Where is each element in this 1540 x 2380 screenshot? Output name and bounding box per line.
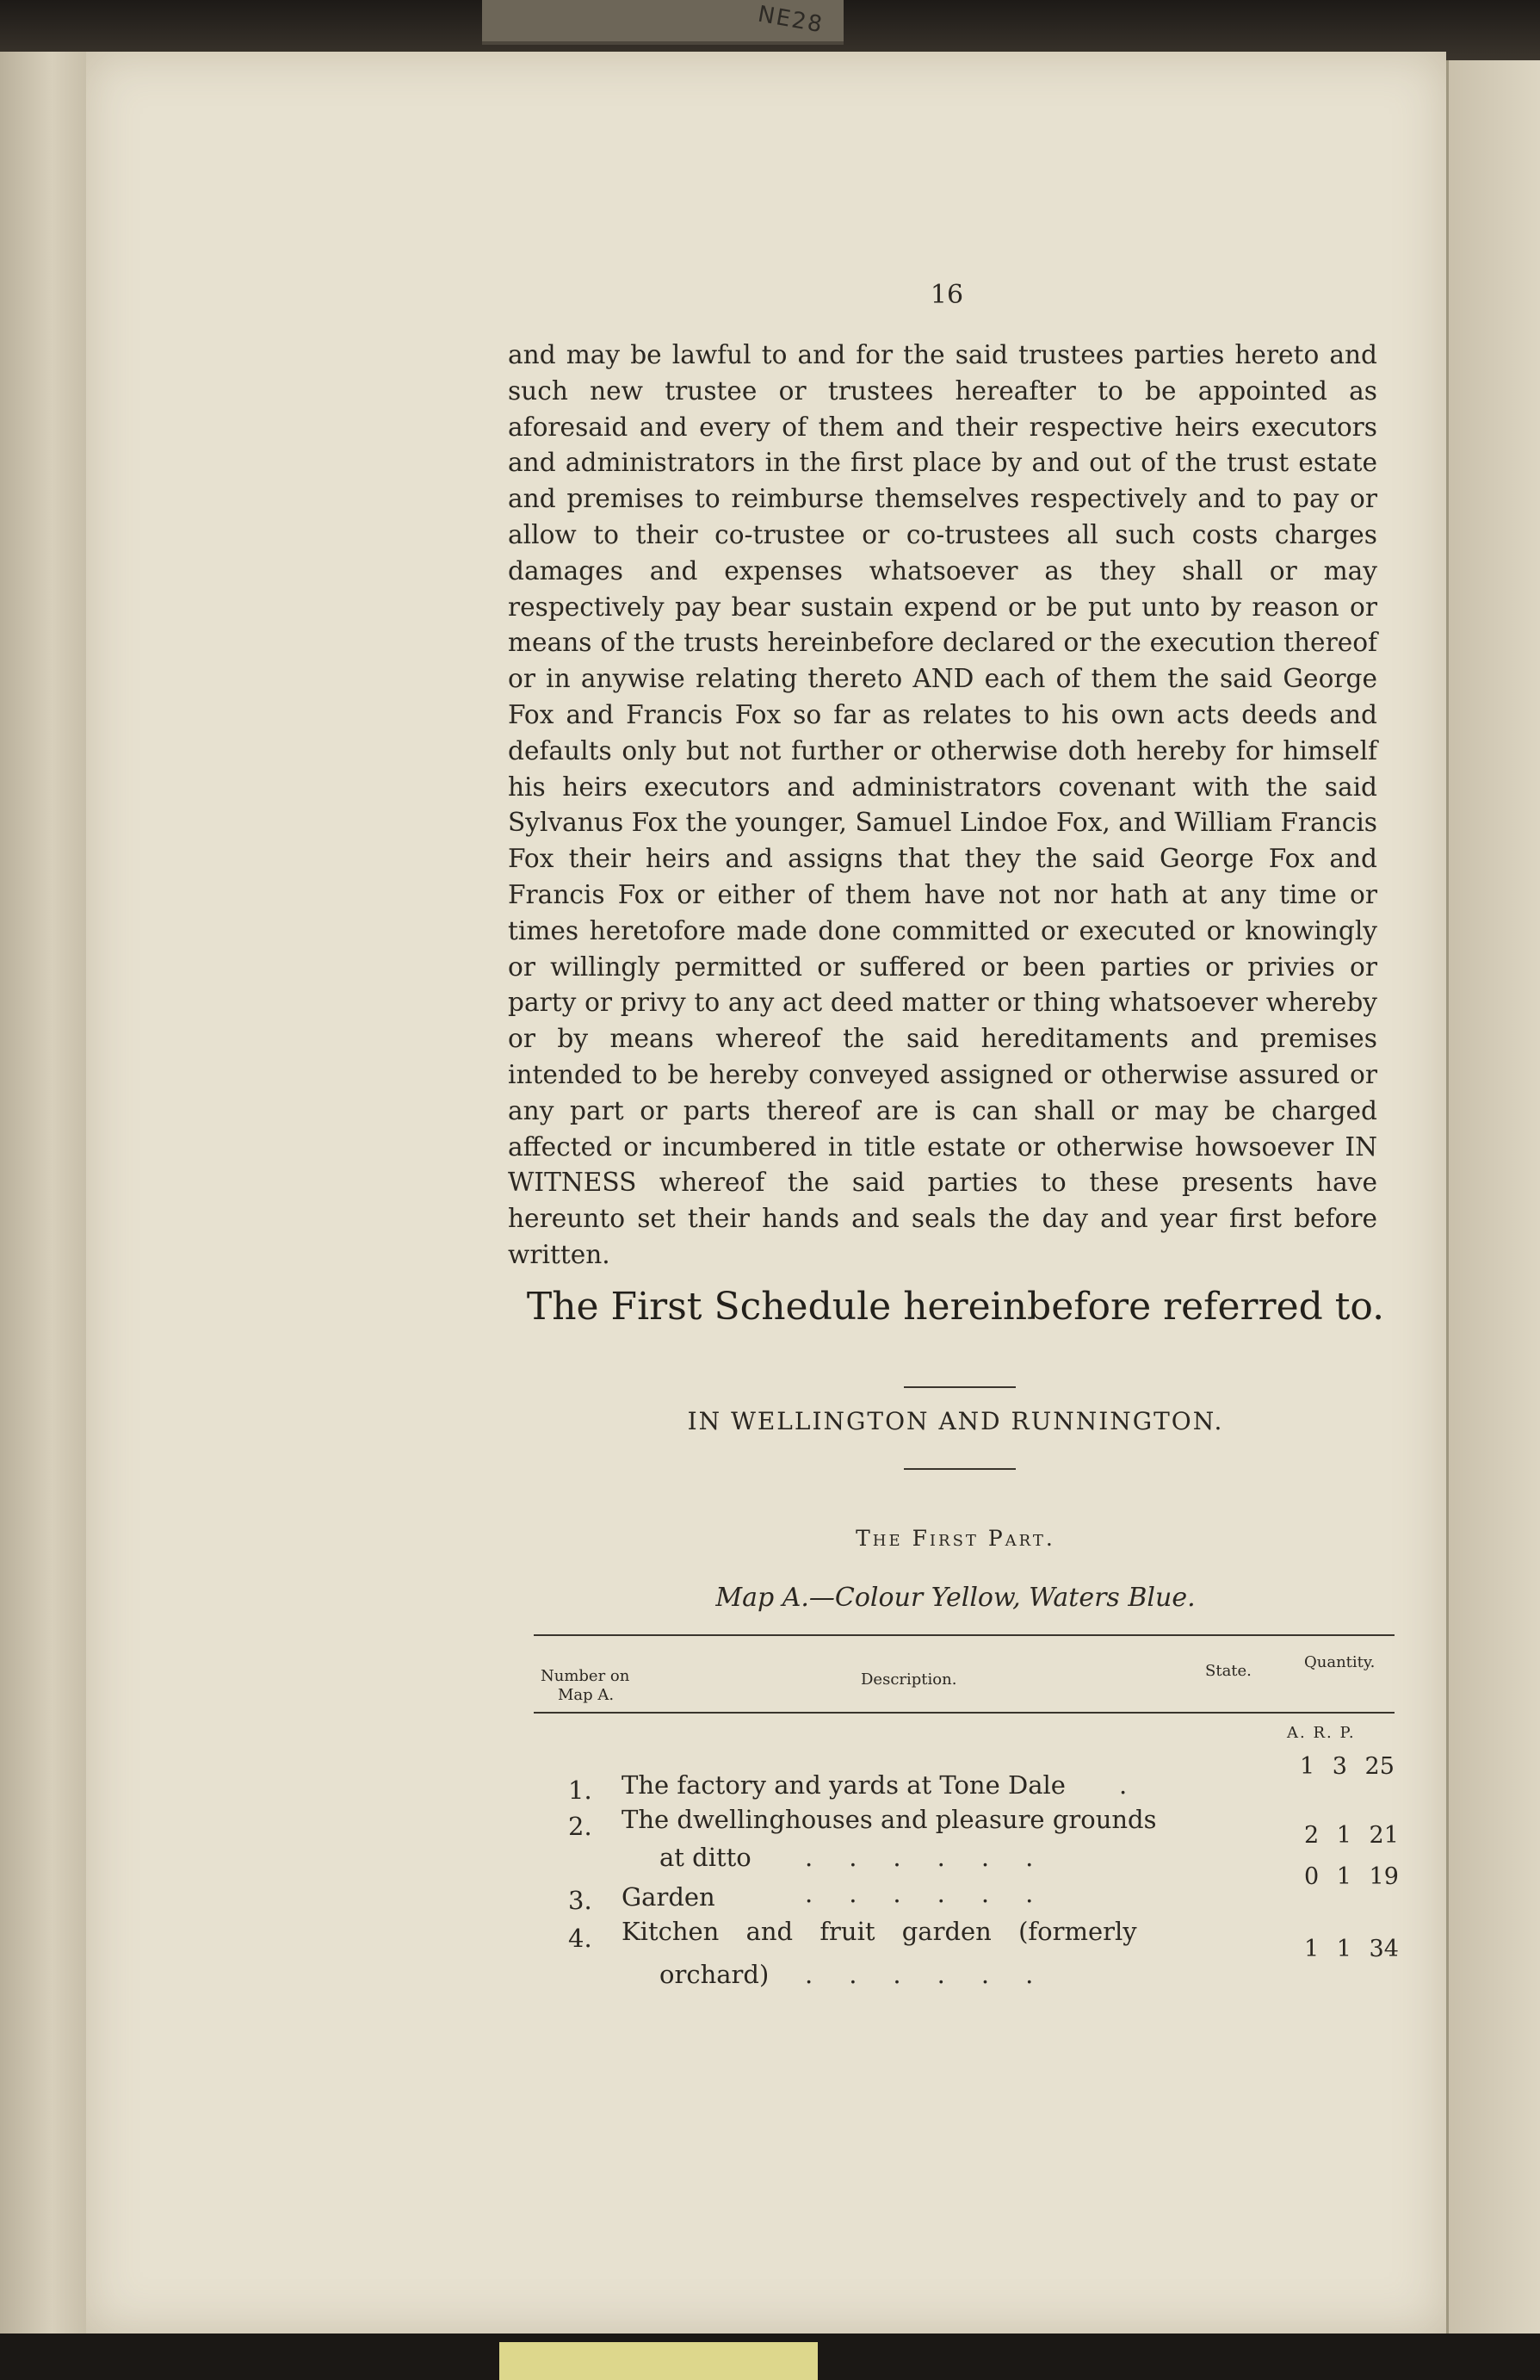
row-description: Kitchen and fruit garden (formerly <box>622 1917 1137 1946</box>
deed-body-text <box>508 338 1377 1274</box>
archive-stamp: NE28 <box>755 1 826 39</box>
row-continuation: orchard) <box>659 1960 770 1989</box>
row-quantity: 1 1 34 <box>1304 1936 1399 1962</box>
left-page-stack <box>0 52 96 2334</box>
row-quantity: 0 1 19 <box>1304 1863 1399 1890</box>
header-description: Description. <box>861 1670 957 1689</box>
right-page-edge <box>1446 60 1540 2334</box>
deed-paragraph: and may be lawful to and for the said trustees parties hereto and such new trustee or trustees hereafter to be appointed as aforesaid and every of them and their respective heirs executors and administrators in the first place by and out of the trust estate and premises to reimburse themselves respectively and to pay or allow to their co-trustee or co-trustees all such costs charges damages and expenses whatsoever as they shall or may respectively pay bear sustain expend or be put unto by reason or means of the trusts hereinbefore declared or the execution thereof or in anywise relating thereto AND each of them the said George Fox and Francis Fox so far as relates to his own acts deeds and defaults only but not further or otherwise doth hereby for himself his heirs executors and administrators covenant with the said Sylvanus Fox the younger, Samuel Lindoe Fox, and William Francis Fox their heirs and assigns that they the said George Fox and Francis Fox or either of them have not nor hath at any time or times heretofore made done committed or executed or knowingly or willingly permitted or suffered or been parties or privies or party or privy to any act deed matter or thing whatsoever whereby or by means whereof the said hereditaments and premises intended to be hereby conveyed assigned or otherwise assured or any part or parts thereof are is can shall or may be charged affected or incumbered in title estate or otherwise howsoever IN WITNESS whereof the said parties to these presents have hereunto set their hands and seals the day and year first before written. <box>508 340 1377 1269</box>
row-number: 4. <box>568 1924 592 1953</box>
header-state: State. <box>1205 1662 1252 1680</box>
divider-rule-bottom <box>904 1468 1016 1470</box>
leader-dots: ...... <box>805 1879 1070 1908</box>
part-heading: The First Part. <box>856 1526 1055 1551</box>
schedule-table-header <box>534 1634 1395 1714</box>
divider-rule-top <box>904 1386 1016 1388</box>
leader-dots: ...... <box>805 1843 1070 1872</box>
row-description: The factory and yards at Tone Dale <box>622 1770 1066 1800</box>
row-number: 2. <box>568 1812 592 1841</box>
schedule-title: The First Schedule hereinbefore referred to. <box>526 1285 1385 1329</box>
row-number: 1. <box>568 1776 592 1805</box>
map-caption: Map A.—Colour Yellow, Waters Blue. <box>715 1583 1196 1613</box>
header-quantity: Quantity. <box>1304 1653 1376 1671</box>
row-quantity: 1 3 25 <box>1300 1753 1395 1780</box>
leader-dot: . <box>1119 1770 1128 1800</box>
leader-dots: ...... <box>805 1960 1070 1989</box>
row-description: Garden <box>622 1882 715 1912</box>
header-number-on: Number on <box>541 1667 630 1685</box>
place-heading: IN WELLINGTON AND RUNNINGTON. <box>687 1407 1224 1435</box>
page-number: 16 <box>930 280 964 310</box>
row-quantity: 2 1 21 <box>1304 1822 1399 1849</box>
yellow-tab <box>499 2342 818 2380</box>
header-map-a: Map A. <box>558 1686 615 1704</box>
quantity-units: A. R. P. <box>1287 1724 1356 1742</box>
row-description: The dwellinghouses and pleasure grounds <box>622 1805 1157 1834</box>
row-number: 3. <box>568 1886 592 1915</box>
row-continuation: at ditto <box>659 1843 751 1872</box>
